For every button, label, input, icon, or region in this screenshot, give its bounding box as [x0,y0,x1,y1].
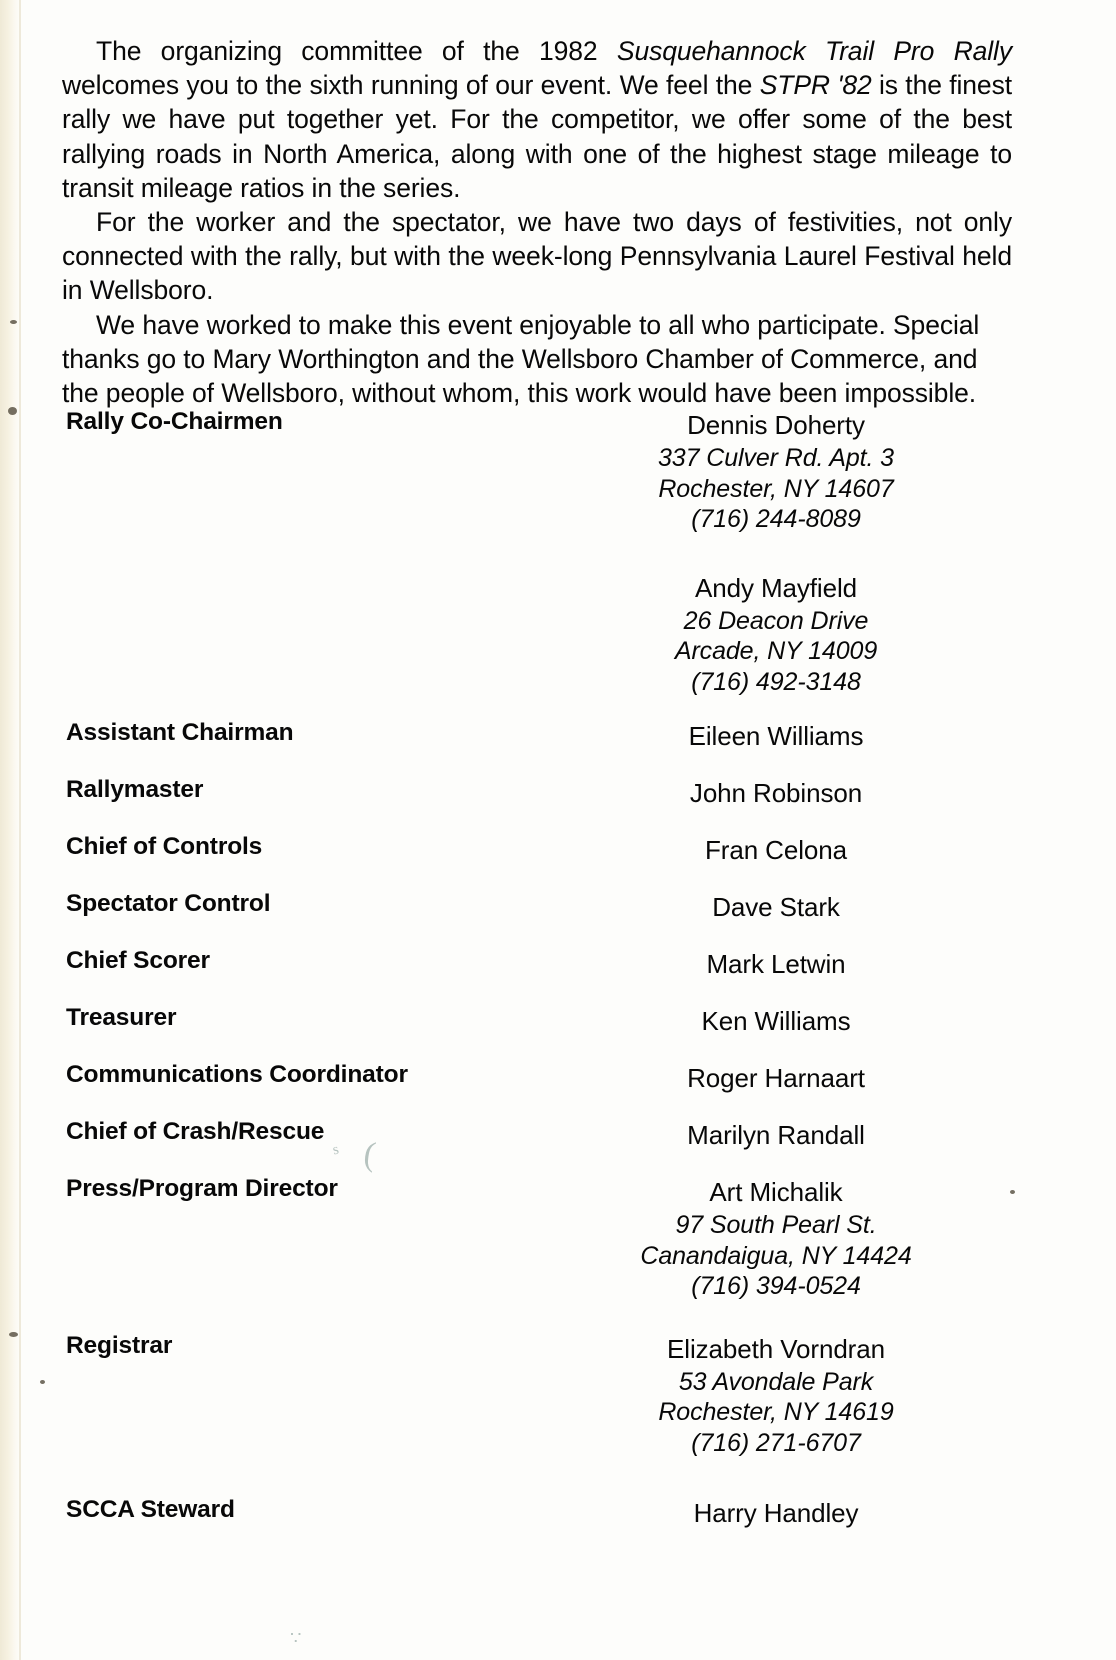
person-phone: (716) 271-6707 [691,1428,861,1457]
intro-paragraph [62,34,1012,205]
role-label: SCCA Steward [66,1496,235,1523]
person-details [540,719,1116,754]
person-block [540,719,1012,754]
role-label: Chief of Controls [66,833,263,860]
person-block [540,1332,1012,1459]
intro-text: welcomes you to the sixth running of our event. We feel the [62,70,760,101]
scan-smudge: ( [361,1135,378,1174]
role-label: Chief Scorer [66,947,210,974]
person-name: Dave Stark [712,892,840,922]
person-name: Elizabeth Vorndran [667,1333,885,1364]
person-address-line: 97 South Pearl St. [675,1211,877,1239]
person-block [540,776,1012,811]
committee-roster [0,408,1116,1531]
roster-row [0,833,1116,868]
person-details [540,1004,1116,1039]
roster-row [0,719,1116,754]
scan-smudge: ∵ [290,1628,302,1648]
person-block [540,1496,1012,1531]
roster-row [0,776,1116,811]
role-label: Assistant Chairman [66,719,294,746]
person-name: Marilyn Randall [687,1120,865,1150]
roster-row [0,947,1116,982]
person-details [540,1332,1116,1459]
role-label: Chief of Crash/Rescue [66,1118,325,1145]
person-name: Roger Harnaart [687,1063,865,1093]
person-name: Mark Letwin [706,949,846,979]
role-label: Rallymaster [66,776,204,803]
person-details [540,408,1116,697]
person-block [540,571,1012,698]
scan-speck [10,320,17,324]
person-details [540,890,1116,925]
role-label: Rally Co-Chairmen [66,408,283,435]
person-name: Harry Handley [693,1498,859,1528]
person-phone: (716) 244-8089 [691,505,861,533]
roster-row [0,1004,1116,1039]
person-name: Fran Celona [705,835,847,865]
role-label: Press/Program Director [66,1175,338,1202]
person-name: Andy Mayfield [695,572,857,603]
person-block [540,1118,1012,1153]
person-name: Eileen Williams [688,721,864,751]
role-label: Registrar [66,1331,173,1359]
intro-text: The organizing committee of the 1982 [96,36,617,66]
roster-row [0,1175,1116,1302]
person-details [540,1496,1116,1531]
introduction-text-block [62,34,1012,410]
person-block [540,1061,1012,1096]
intro-paragraph [62,205,1012,308]
person-block [540,1175,1012,1302]
intro-text: We have worked to make this event enjoyable to all who participate. Special thanks go to Mary Worthington and the Wellsboro Chamber of Commerce, and the people of Wellsboro, without whom, this work would have been impossible. [62,309,980,409]
person-phone: (716) 394-0524 [691,1272,861,1300]
person-address-line: Canandaigua, NY 14424 [640,1241,912,1270]
intro-paragraph [62,308,1012,411]
roster-row [0,1061,1116,1096]
role-label: Treasurer [66,1004,177,1031]
intro-emphasis: Susquehannock Trail Pro Rally [616,36,1012,66]
intro-emphasis: STPR '82 [759,70,872,101]
person-address-line: 26 Deacon Drive [683,606,869,635]
person-details [540,776,1116,811]
person-address-line: Rochester, NY 14607 [658,474,894,503]
role-label: Spectator Control [66,890,271,917]
person-block [540,890,1012,925]
person-name: Art Michalik [709,1177,843,1207]
roster-row [0,1496,1116,1531]
person-address-line: Arcade, NY 14009 [674,637,878,665]
person-block [540,833,1012,868]
person-phone: (716) 492-3148 [691,667,861,696]
person-address-line: Rochester, NY 14619 [658,1398,894,1426]
intro-text: is the finest rally we have put together yet. For the competitor, we offer some of the best rallying roads in North America, along with one of the highest stage mileage to transit mileage ratios in the series. [62,70,1012,203]
person-details [540,1118,1116,1153]
intro-text: For the worker and the spectator, we have two days of festivities, not only connected with the rally, but with the week-long Pennsylvania Laurel Festival held in Wellsboro. [62,207,1012,306]
person-address-line: 53 Avondale Park [678,1367,874,1396]
roster-row [0,890,1116,925]
person-details [540,947,1116,982]
person-name: Ken Williams [701,1006,851,1036]
person-address-line: 337 Culver Rd. Apt. 3 [658,444,894,472]
roster-row [0,1118,1116,1153]
person-name: John Robinson [689,778,863,808]
person-name: Dennis Doherty [687,410,865,440]
scan-smudge: s [331,1141,341,1159]
person-details [540,1061,1116,1096]
person-block [540,408,1012,535]
roster-row [0,1332,1116,1459]
roster-row [0,408,1116,697]
role-label: Communications Coordinator [66,1061,408,1088]
person-block [540,1004,1012,1039]
person-details [540,1175,1116,1302]
person-block [540,947,1012,982]
person-details [540,833,1116,868]
